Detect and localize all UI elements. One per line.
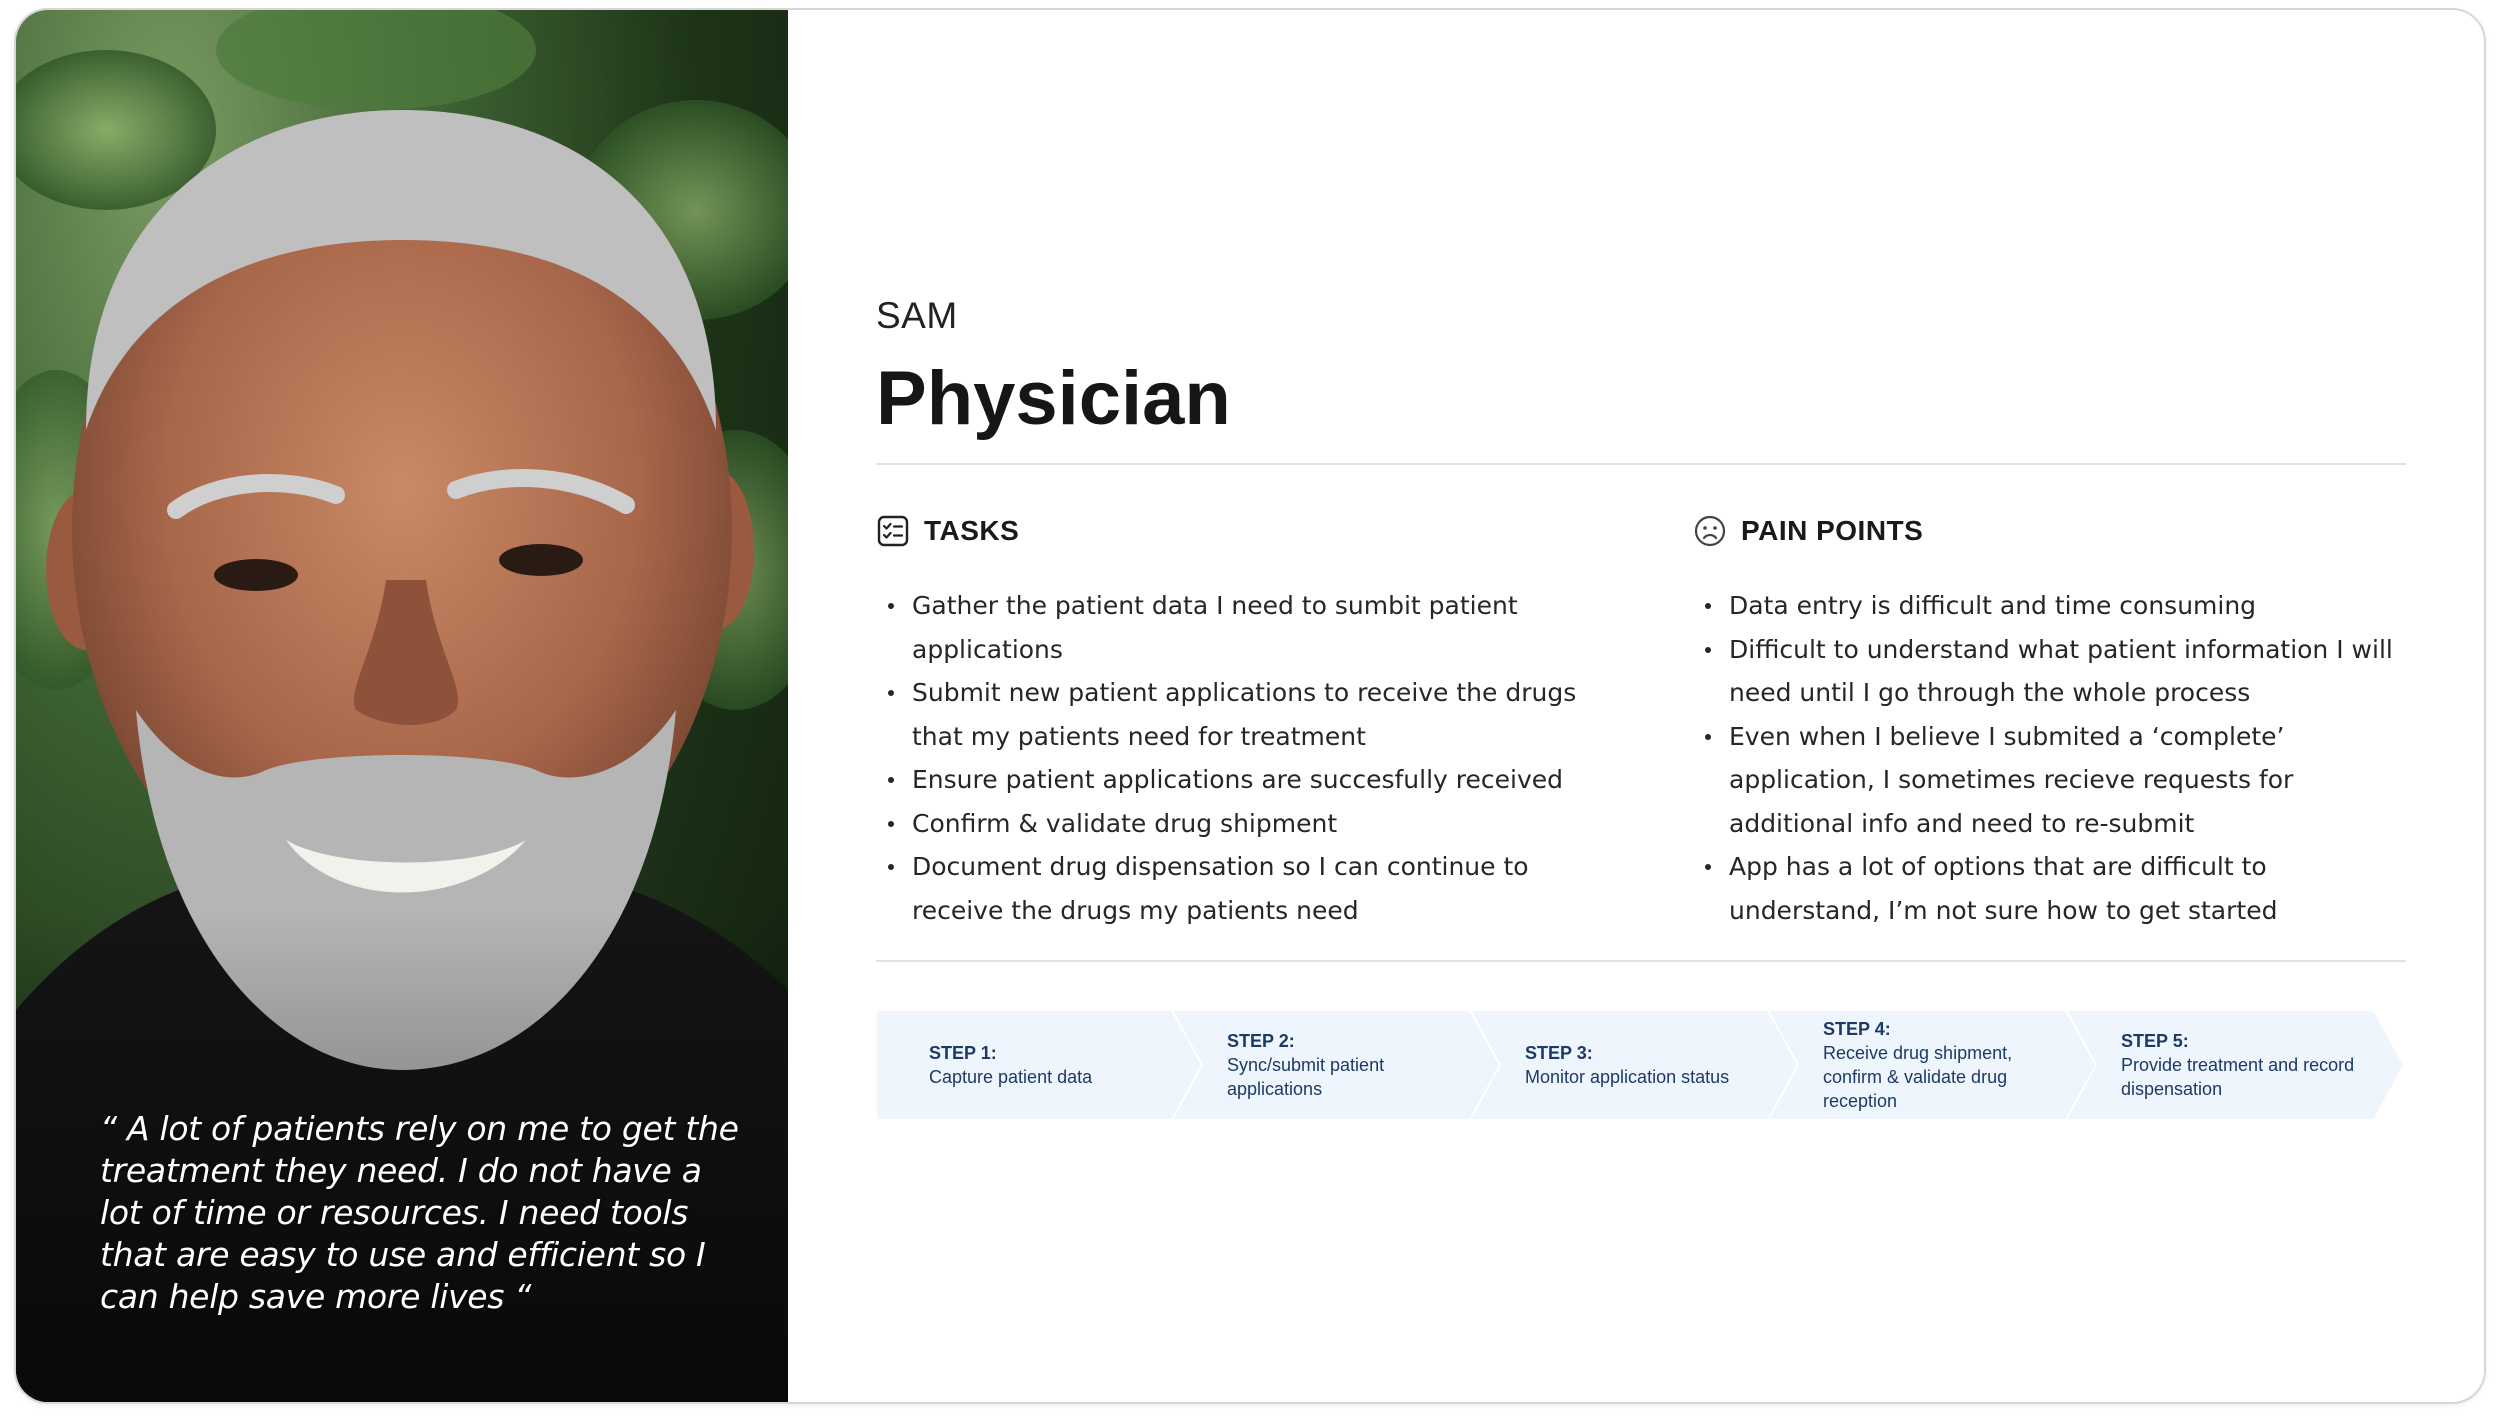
step-text: Monitor application status (1525, 1067, 1730, 1087)
step-label: STEP 3: (1525, 1043, 1593, 1063)
tasks-section (876, 510, 1596, 932)
step-label: STEP 2: (1227, 1031, 1295, 1051)
step-text: Sync/submit patient applications (1227, 1055, 1385, 1099)
checklist-icon (876, 514, 910, 548)
list-item: App has a lot of options that are difficult to understand, I’m not sure how to get started (1693, 845, 2413, 932)
persona-card (14, 8, 2486, 1404)
step-label: STEP 4: (1823, 1019, 1891, 1039)
list-item: Gather the patient data I need to sumbit patient applications (876, 584, 1596, 671)
list-item: Confirm & validate drug shipment (876, 802, 1596, 846)
pain-points-list (1693, 584, 2413, 932)
process-steps (876, 1010, 2406, 1120)
pain-points-heading: PAIN POINTS (1741, 515, 1924, 546)
persona-role: Physician (876, 356, 1231, 441)
sad-face-icon (1693, 514, 1727, 548)
step-text: Capture patient data (929, 1067, 1093, 1087)
step-text: Receive drug shipment, confirm & validate drug reception (1823, 1043, 2013, 1111)
step-2 (1227, 1010, 1457, 1120)
list-item: Difficult to understand what patient information I will need until I go through the whole process (1693, 628, 2413, 715)
persona-quote: “ A lot of patients rely on me to get the treatment they need. I do not have a lot of time or resources. I need tools that are easy to use and efficient so I can help save more lives “ (100, 1109, 739, 1316)
divider (876, 463, 2406, 465)
step-label: STEP 5: (2121, 1031, 2189, 1051)
list-item: Document drug dispensation so I can continue to receive the drugs my patients need (876, 845, 1596, 932)
step-text: Provide treatment and record dispensation (2121, 1055, 2355, 1099)
step-1 (929, 1010, 1159, 1120)
tasks-heading: TASKS (924, 515, 1020, 546)
step-label: STEP 1: (929, 1043, 997, 1063)
step-5 (2121, 1010, 2361, 1120)
list-item: Submit new patient applications to receive the drugs that my patients need for treatment (876, 671, 1596, 758)
step-3 (1525, 1010, 1755, 1120)
persona-content (876, 10, 2416, 1402)
step-4 (1823, 1010, 2053, 1120)
pain-points-section (1693, 510, 2413, 932)
list-item: Even when I believe I submited a ‘complete’ application, I sometimes recieve requests for additional info and need to re-submit (1693, 715, 2413, 846)
list-item: Ensure patient applications are succesfully received (876, 758, 1596, 802)
tasks-list (876, 584, 1596, 932)
persona-name: SAM (876, 295, 958, 336)
persona-photo (16, 10, 788, 1402)
list-item: Data entry is difficult and time consuming (1693, 584, 2413, 628)
divider (876, 960, 2406, 962)
